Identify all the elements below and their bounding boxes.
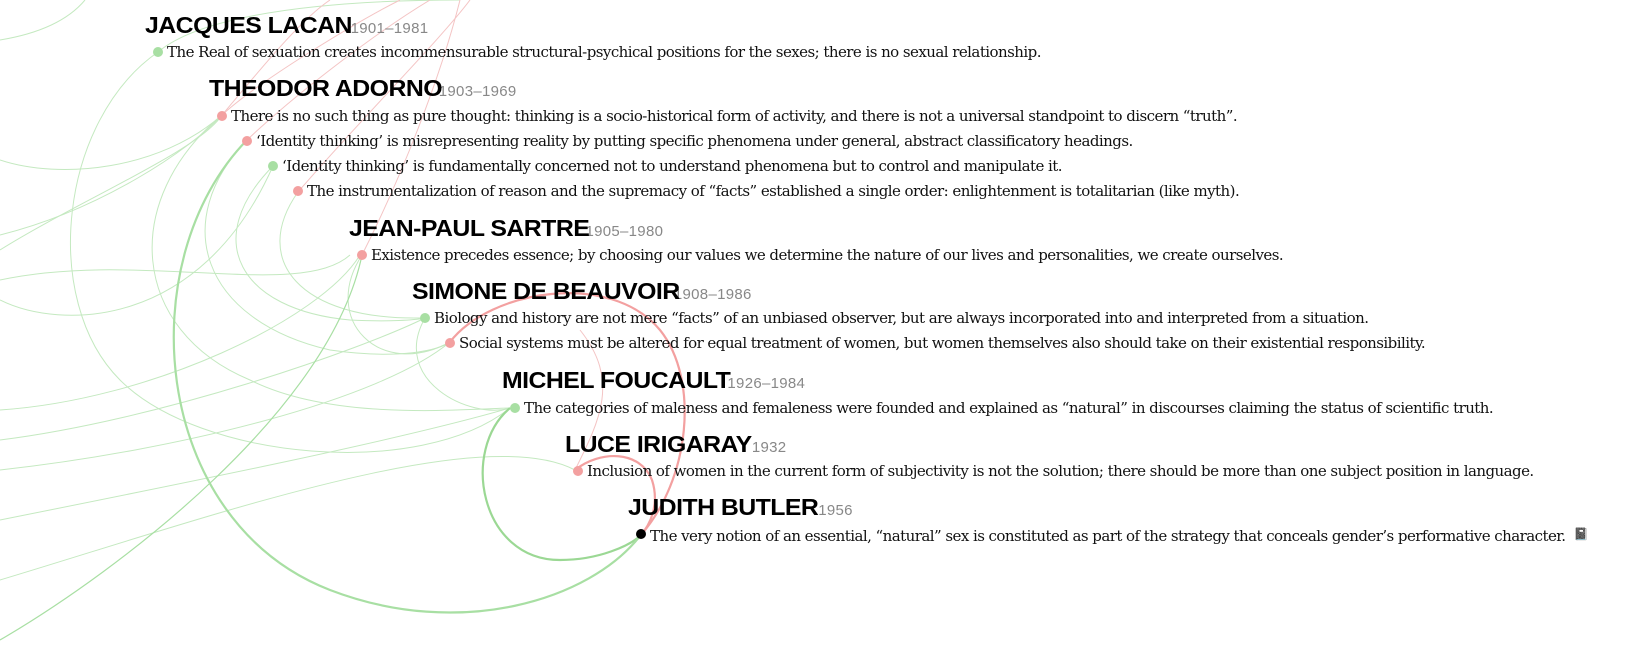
philosopher-header <box>628 494 853 521</box>
disagree-dot <box>217 111 227 121</box>
idea-text: The instrumentalization of reason and the supremacy of “facts” established a single order: enlightenment is totalitarian (like myth). <box>307 182 1240 200</box>
idea-text: ‘Identity thinking’ is fundamentally concerned not to understand phenomena but to control and manipulate it. <box>282 157 1062 175</box>
idea-text: Biology and history are not mere “facts” of an unbiased observer, but are always incorporated into and interpreted from a situation. <box>434 309 1369 327</box>
philosopher-name[interactable]: SIMONE DE BEAUVOIR <box>412 278 680 304</box>
idea-text: The Real of sexuation creates incommensurable structural-psychical positions for the sexes; there is no sexual relationship. <box>167 43 1041 61</box>
philosopher-header <box>565 431 786 458</box>
philosopher-header <box>349 215 663 242</box>
idea-text: Inclusion of women in the current form of subjectivity is not the solution; there should be more than one subject position in language. <box>587 462 1534 480</box>
philosopher-name[interactable]: JACQUES LACAN <box>145 12 352 38</box>
arc <box>0 255 350 280</box>
philosopher-name[interactable]: THEODOR ADORNO <box>209 75 443 101</box>
agree-dot <box>268 161 278 171</box>
agree-dot <box>420 313 430 323</box>
philosopher-header <box>502 367 805 394</box>
current-dot <box>636 529 646 539</box>
disagree-dot <box>293 186 303 196</box>
philosopher-name[interactable]: JUDITH BUTLER <box>628 494 819 520</box>
disagree-dot <box>242 136 252 146</box>
arc <box>0 115 222 250</box>
philosopher-name[interactable]: JEAN-PAUL SARTRE <box>349 215 590 241</box>
agree-dot <box>510 403 520 413</box>
book-icon[interactable]: 📓 <box>1573 527 1588 541</box>
arc <box>0 456 575 580</box>
philosopher-dates: 1932 <box>751 439 787 456</box>
philosopher-dates: 1926–1984 <box>727 375 806 392</box>
arc <box>0 166 273 315</box>
philosopher-name[interactable]: MICHEL FOUCAULT <box>502 367 731 393</box>
idea-text-content: The very notion of an essential, “natural” sex is constituted as part of the strategy that conceals gender’s performative character. <box>650 527 1566 545</box>
philosopher-dates: 1901–1981 <box>350 20 429 37</box>
idea-text <box>650 522 1588 549</box>
disagree-dot <box>573 466 583 476</box>
agree-dot <box>153 47 163 57</box>
philosopher-dates: 1905–1980 <box>585 223 664 240</box>
idea-text: ‘Identity thinking’ is misrepresenting reality by putting specific phenomena under general, abstract classificatory headings. <box>256 132 1133 150</box>
arc <box>0 115 222 170</box>
philosopher-header <box>412 278 752 305</box>
philosopher-dates: 1903–1969 <box>438 83 517 100</box>
arc <box>0 0 85 40</box>
arc <box>0 318 425 440</box>
philosopher-dates: 1908–1986 <box>673 286 752 303</box>
philosopher-name[interactable]: LUCE IRIGARAY <box>565 431 752 457</box>
philosopher-header <box>209 75 517 102</box>
idea-text: Social systems must be altered for equal treatment of women, but women themselves also should take on their existential responsibility. <box>459 334 1426 352</box>
philosopher-header <box>145 12 428 39</box>
disagree-dot <box>357 250 367 260</box>
idea-text: There is no such thing as pure thought: thinking is a socio-historical form of activity, and there is not a universal standpoint to discern “truth”. <box>231 107 1238 125</box>
disagree-dot <box>445 338 455 348</box>
idea-text: The categories of maleness and femaleness were founded and explained as “natural” in discourses claiming the status of scientific truth. <box>524 399 1494 417</box>
idea-text: Existence precedes essence; by choosing our values we determine the nature of our lives and personalities, we create ourselves. <box>371 246 1284 264</box>
philosopher-dates: 1956 <box>818 502 853 519</box>
arc <box>0 115 222 235</box>
